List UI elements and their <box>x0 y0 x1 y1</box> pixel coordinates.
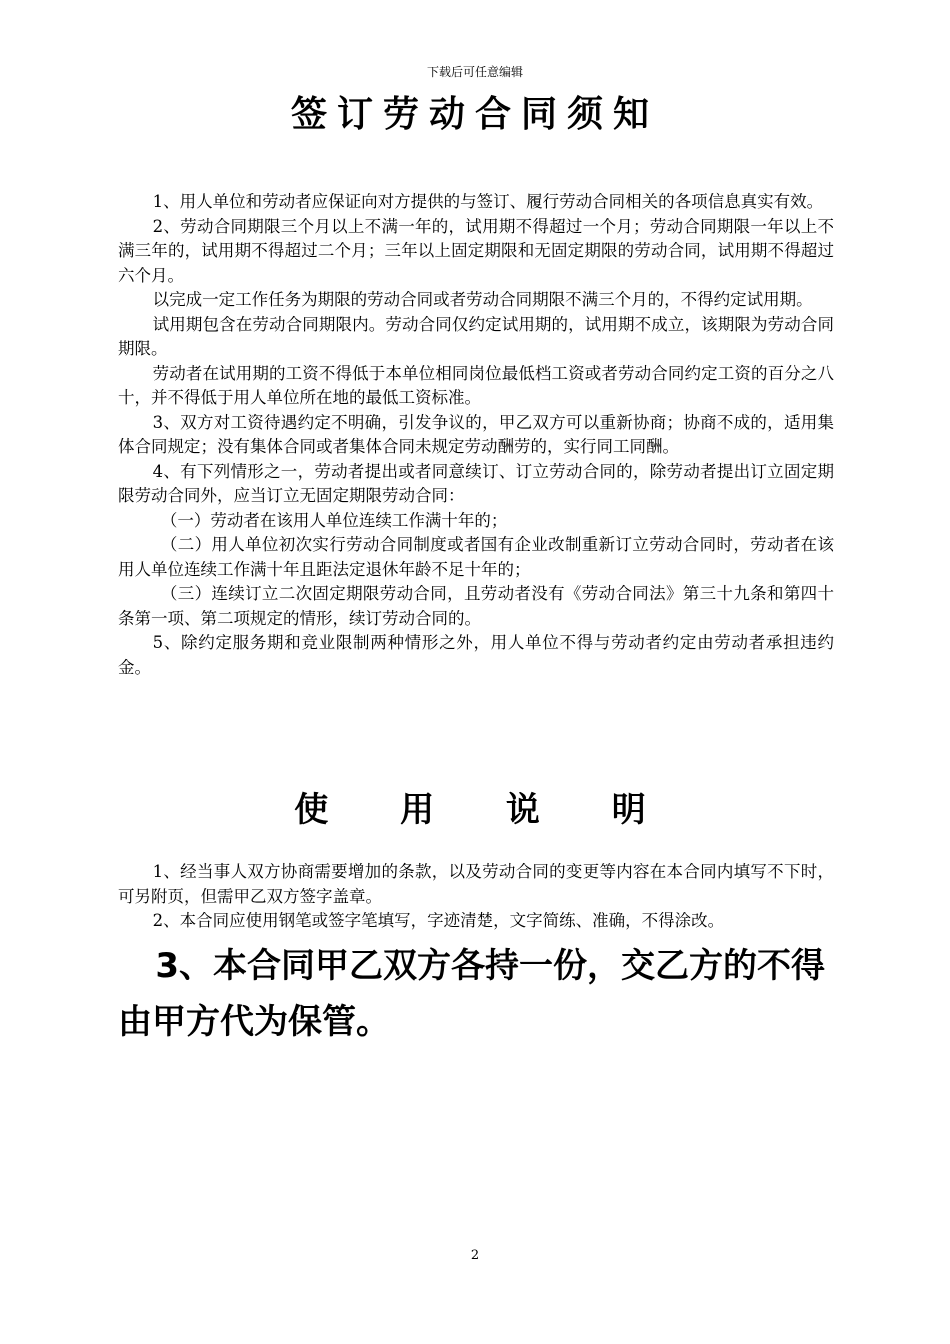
notice-paragraph: 4、有下列情形之一，劳动者提出或者同意续订、订立劳动合同的，除劳动者提出订立固定期限劳动合同外，应当订立无固定期限劳动合同： <box>118 461 834 505</box>
page-number: 2 <box>470 1248 480 1263</box>
usage-title: 使 用 说 明 <box>294 790 676 830</box>
notice-paragraph: 劳动者在试用期的工资不得低于本单位相同岗位最低档工资或者劳动合同约定工资的百分之八十，并不得低于用人单位所在地的最低工资标准。 <box>118 363 834 407</box>
notice-paragraph: 2、劳动合同期限三个月以上不满一年的，试用期不得超过一个月；劳动合同期限一年以上不满三年的，试用期不得超过二个月；三年以上固定期限和无固定期限的劳动合同，试用期不得超过六个月。 <box>118 216 834 285</box>
usage-paragraph: 2、本合同应使用钢笔或签字笔填写，字迹清楚，文字简练、准确，不得涂改。 <box>152 911 725 930</box>
notice-section <box>118 190 834 680</box>
big-note: 3、本合同甲乙双方各持一份，交乙方的不得由甲方代为保管。 <box>118 946 826 1042</box>
notice-paragraph: 以完成一定工作任务为期限的劳动合同或者劳动合同期限不满三个月的，不得约定试用期。 <box>152 290 813 309</box>
page-title: 签订劳动合同须知 <box>290 93 659 135</box>
usage-paragraph: 1、经当事人双方协商需要增加的条款，以及劳动合同的变更等内容在本合同内填写不下时，可另附页，但需甲乙双方签字盖章。 <box>118 862 834 906</box>
notice-subitem: （三）连续订立二次固定期限劳动合同，且劳动者没有《劳动合同法》第三十九条和第四十条第一项、第二项规定的情形，续订劳动合同的。 <box>118 584 834 628</box>
notice-subitem: （二）用人单位初次实行劳动合同制度或者国有企业改制重新订立劳动合同时，劳动者在该用人单位连续工作满十年且距法定退休年龄不足十年的； <box>118 535 834 579</box>
notice-paragraph: 1、用人单位和劳动者应保证向对方提供的与签订、履行劳动合同相关的各项信息真实有效。 <box>152 192 824 211</box>
notice-paragraph: 3、双方对工资待遇约定不明确，引发争议的，甲乙双方可以重新协商；协商不成的，适用集体合同规定；没有集体合同或者集体合同未规定劳动酬劳的，实行同工同酬。 <box>118 412 834 456</box>
header-note: 下载后可任意编辑 <box>426 65 523 79</box>
usage-section <box>118 860 834 934</box>
notice-paragraph: 试用期包含在劳动合同期限内。劳动合同仅约定试用期的，试用期不成立，该期限为劳动合同期限。 <box>118 314 834 358</box>
notice-paragraph: 5、除约定服务期和竞业限制两种情形之外，用人单位不得与劳动者约定由劳动者承担违约金。 <box>118 633 834 677</box>
notice-subitem: （一）劳动者在该用人单位连续工作满十年的； <box>160 510 508 530</box>
